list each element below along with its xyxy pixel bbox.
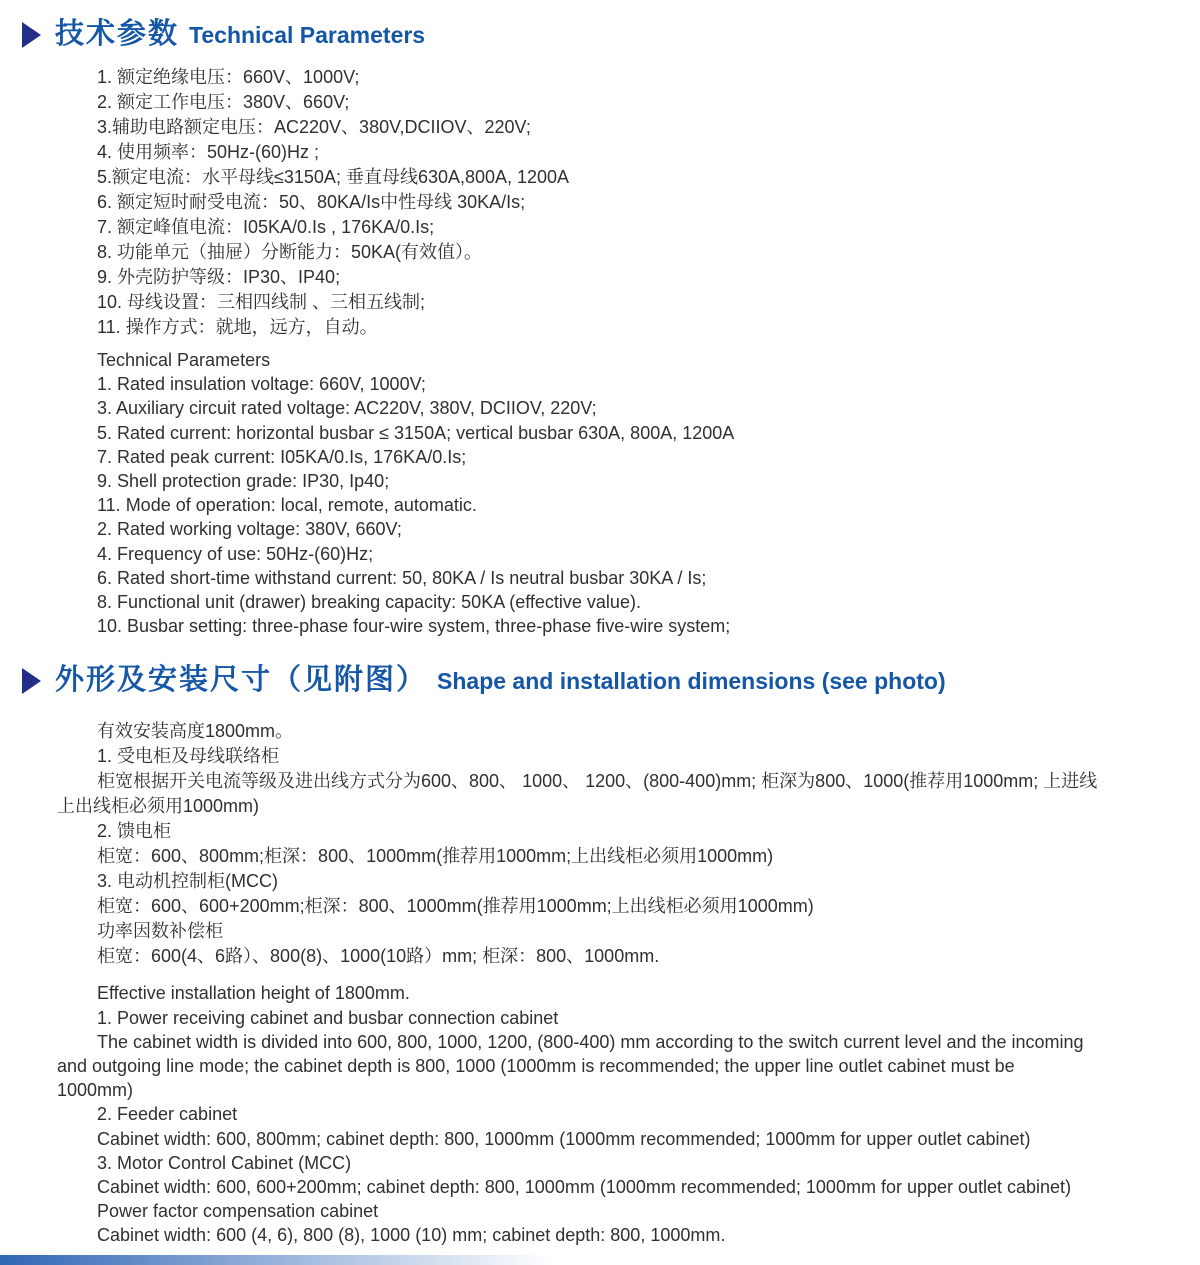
text-line: 2. 馈电柜: [97, 821, 172, 842]
technical-title-zh: 技术参数: [55, 18, 180, 50]
list-item: 8. 功能单元（抽屉）分断能力：50KA(有效值）。: [97, 242, 483, 262]
dimensions-title-zh: 外形及安装尺寸（见附图）: [55, 664, 428, 697]
list-item: 5. Rated current: horizontal busbar ≤ 3150A; vertical busbar 630A, 800A, 1200A: [97, 422, 735, 443]
footer-gradient-bar: [0, 1255, 552, 1265]
text-line: 柜宽：600、800mm;柜深：800、1000mm(推荐用1000mm;上出线柜必须用1000mm): [97, 846, 774, 867]
text-line: Cabinet width: 600 (4, 6), 800 (8), 1000 (10) mm; cabinet depth: 800, 1000mm.: [97, 1225, 726, 1246]
text-line: Cabinet width: 600, 800mm; cabinet depth: 800, 1000mm (1000mm recommended; 1000mm for upper outlet cabinet): [97, 1128, 1031, 1149]
text-line: The cabinet width is divided into 600, 800, 1000, 1200, (800-400) mm according to the switch current level and the incoming: [97, 1031, 1084, 1052]
list-item: 5.额定电流：水平母线≤3150A; 垂直母线630A,800A, 1200A: [97, 167, 570, 187]
technical-params-en-items: [97, 372, 1180, 638]
technical-params-list-zh: [97, 65, 1180, 340]
text-line: 上出线柜必须用1000mm): [57, 796, 260, 817]
text-line: 柜宽：600、600+200mm;柜深：800、1000mm(推荐用1000mm;上出线柜必须用1000mm): [97, 896, 814, 917]
list-item: 9. 外壳防护等级：IP30、IP40;: [97, 267, 341, 287]
text-line: 柜宽根据开关电流等级及进出线方式分为600、800、 1000、 1200、(800-400)mm; 柜深为800、1000(推荐用1000mm; 上进线: [97, 771, 1098, 792]
triangle-marker-icon: [22, 668, 41, 694]
text-line: 2. Feeder cabinet: [97, 1104, 238, 1125]
list-item: 3. Auxiliary circuit rated voltage: AC220V, 380V, DCIIOV, 220V;: [97, 398, 597, 419]
list-item: 6. 额定短时耐受电流：50、80KA/Is中性母线 30KA/Is;: [97, 192, 526, 212]
list-item: 10. Busbar setting: three-phase four-wire system, three-phase five-wire system;: [97, 616, 731, 637]
list-item: 3.辅助电路额定电压：AC220V、380V,DCIIOV、220V;: [97, 117, 531, 137]
text-line: 柜宽：600(4、6路）、800(8)、1000(10路）mm; 柜深：800、1000mm.: [97, 946, 660, 967]
text-line: 1. Power receiving cabinet and busbar connection cabinet: [97, 1007, 559, 1028]
list-item: 4. Frequency of use: 50Hz-(60)Hz;: [97, 543, 374, 564]
section-technical-header: [22, 0, 1200, 51]
text-line: Effective installation height of 1800mm.: [97, 983, 410, 1004]
list-item: 4. 使用频率：50Hz-(60)Hz ;: [97, 142, 320, 162]
technical-title-en: Technical Parameters: [189, 22, 426, 48]
text-line: 1000mm): [57, 1080, 134, 1101]
text-line: and outgoing line mode; the cabinet depth is 800, 1000 (1000mm is recommended; the upper line outlet cabinet must be: [57, 1056, 1015, 1077]
text-line: 功率因数补偿柜: [97, 921, 223, 942]
list-item: 2. Rated working voltage: 380V, 660V;: [97, 519, 402, 540]
text-line: 3. 电动机控制柜(MCC): [97, 871, 278, 892]
list-item: 7. Rated peak current: I05KA/0.Is, 176KA/0.Is;: [97, 446, 467, 467]
list-item: 10. 母线设置：三相四线制 、三相五线制;: [97, 292, 426, 312]
text-line: 3. Motor Control Cabinet (MCC): [97, 1152, 352, 1173]
list-item: 11. 操作方式：就地，远方，自动。: [97, 317, 378, 337]
text-line: 有效安装高度1800mm。: [97, 721, 294, 742]
dimensions-text-zh: [57, 719, 1182, 969]
list-item: 11. Mode of operation: local, remote, automatic.: [97, 495, 477, 516]
text-line: Cabinet width: 600, 600+200mm; cabinet depth: 800, 1000mm (1000mm recommended; 1000mm for upper outlet cabinet): [97, 1177, 1072, 1198]
list-item: 7. 额定峰值电流：I05KA/0.Is , 176KA/0.Is;: [97, 217, 435, 237]
list-item: 1. Rated insulation voltage: 660V, 1000V;: [97, 374, 426, 395]
list-item: 6. Rated short-time withstand current: 50, 80KA / Is neutral busbar 30KA / Is;: [97, 567, 707, 588]
text-line: Power factor compensation cabinet: [97, 1201, 379, 1222]
list-item: 2. 额定工作电压：380V、660V;: [97, 92, 350, 112]
technical-params-list-en: [97, 348, 1180, 638]
list-item: 1. 额定绝缘电压：660V、1000V;: [97, 67, 360, 87]
dimensions-text-en: [57, 981, 1182, 1247]
list-item: 8. Functional unit (drawer) breaking capacity: 50KA (effective value).: [97, 592, 641, 613]
technical-params-en-heading: Technical Parameters: [97, 350, 271, 370]
section-dimensions-header: [22, 664, 1200, 697]
text-line: 1. 受电柜及母线联络柜: [97, 746, 280, 767]
triangle-marker-icon: [22, 22, 41, 48]
list-item: 9. Shell protection grade: IP30, Ip40;: [97, 471, 390, 492]
dimensions-title-en: Shape and installation dimensions (see photo): [437, 668, 946, 695]
